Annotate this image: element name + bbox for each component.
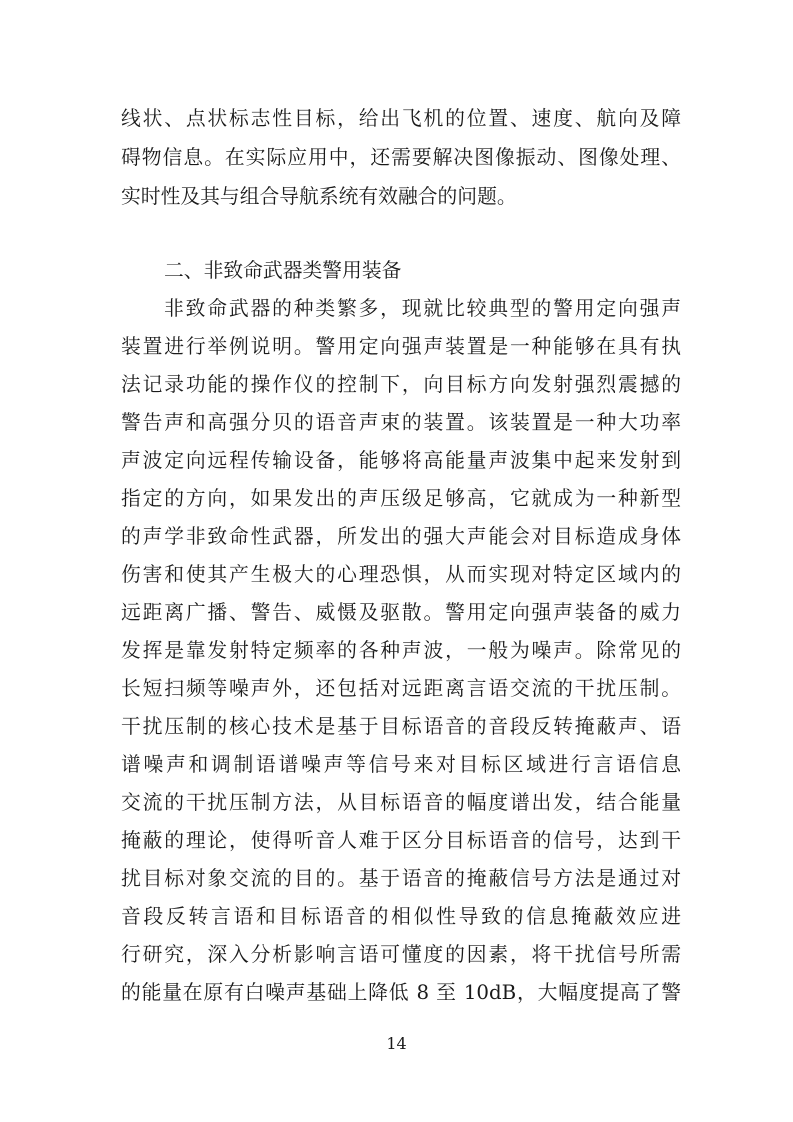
body-text-line: 交流的干扰压制方法，从目标语音的幅度谱出发，结合能量 [121, 791, 681, 814]
body-text-line: 非致命武器的种类繁多，现就比较典型的警用定向强声 [164, 297, 681, 320]
page-number: 14 [386, 1034, 407, 1053]
body-text-line: 碍物信息。在实际应用中，还需要解决图像振动、图像处理、 [121, 146, 681, 169]
body-text-line: 伤害和使其产生极大的心理恐惧，从而实现对特定区域内的 [121, 563, 681, 586]
body-text-line: 长短扫频等噪声外，还包括对远距离言语交流的干扰压制。 [121, 677, 681, 700]
body-text-line: 装置进行举例说明。警用定向强声装置是一种能够在具有执 [121, 335, 681, 358]
body-text-line: 法记录功能的操作仪的控制下，向目标方向发射强烈震撼的 [121, 373, 681, 396]
body-text-line: 线状、点状标志性目标，给出飞机的位置、速度、航向及障 [121, 107, 681, 130]
body-text-line: 远距离广播、警告、威慑及驱散。警用定向强声装备的威力 [121, 601, 681, 624]
body-text-line: 掩蔽的理论，使得听音人难于区分目标语音的信号，达到干 [121, 829, 681, 852]
body-text-line: 谱噪声和调制语谱噪声等信号来对目标区域进行言语信息 [121, 753, 681, 776]
section-heading: 二、非致命武器类警用装备 [164, 259, 402, 282]
body-text-line: 音段反转言语和目标语音的相似性导致的信息掩蔽效应进 [121, 905, 681, 928]
body-text-line: 警告声和高强分贝的语音声束的装置。该装置是一种大功率 [121, 411, 681, 434]
body-text-line: 行研究，深入分析影响言语可懂度的因素，将干扰信号所需 [121, 943, 681, 966]
body-text-line: 实时性及其与组合导航系统有效融合的问题。 [121, 185, 517, 208]
body-text-line: 指定的方向，如果发出的声压级足够高，它就成为一种新型 [121, 487, 681, 510]
body-text-line: 声波定向远程传输设备，能够将高能量声波集中起来发射到 [121, 449, 681, 472]
body-text-line: 的能量在原有白噪声基础上降低 8 至 10dB，大幅度提高了警 [121, 981, 681, 1004]
body-text-line: 的声学非致命性武器，所发出的强大声能会对目标造成身体 [121, 525, 681, 548]
body-text-line: 扰目标对象交流的目的。基于语音的掩蔽信号方法是通过对 [121, 867, 681, 890]
body-text-line: 干扰压制的核心技术是基于目标语音的音段反转掩蔽声、语 [121, 715, 681, 738]
body-text-line: 发挥是靠发射特定频率的各种声波，一般为噪声。除常见的 [121, 639, 681, 662]
